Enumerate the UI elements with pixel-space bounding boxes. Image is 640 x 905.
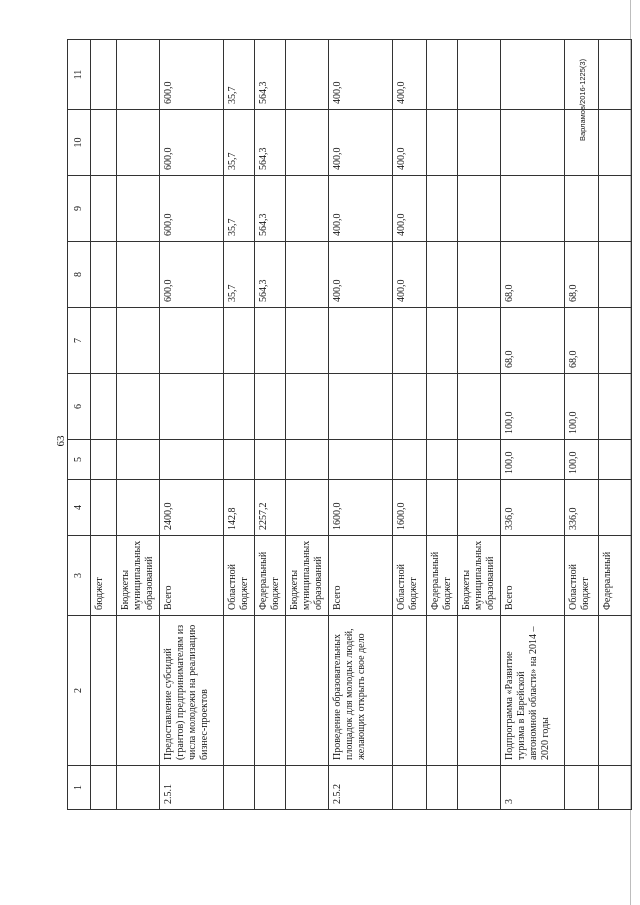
item-number-cell <box>117 766 160 810</box>
amount-cell: 68,0 <box>501 242 565 308</box>
table-row <box>117 40 160 810</box>
item-number-cell <box>427 766 458 810</box>
column-number-cell: 10 <box>68 110 91 176</box>
table-row <box>393 40 427 810</box>
amount-cell <box>255 440 286 480</box>
column-number-row <box>68 40 91 810</box>
amount-cell: 35,7 <box>224 40 255 110</box>
amount-cell: 564,3 <box>255 242 286 308</box>
column-number-cell: 4 <box>68 480 91 536</box>
item-number-cell <box>565 766 599 810</box>
table-row <box>599 40 632 810</box>
column-number-cell: 2 <box>68 616 91 766</box>
amount-cell: 68,0 <box>501 308 565 374</box>
amount-cell: 142,8 <box>224 480 255 536</box>
amount-cell <box>427 176 458 242</box>
amount-cell: 400,0 <box>329 40 393 110</box>
item-title-cell <box>458 616 501 766</box>
table-row <box>160 40 224 810</box>
amount-cell: 600,0 <box>160 40 224 110</box>
amount-cell: 600,0 <box>160 110 224 176</box>
amount-cell: 35,7 <box>224 176 255 242</box>
amount-cell <box>91 374 117 440</box>
funding-source-cell: Федеральный бюджет <box>255 536 286 616</box>
amount-cell <box>160 374 224 440</box>
item-number-cell: 2.5.1 <box>160 766 224 810</box>
amount-cell <box>565 40 599 110</box>
amount-cell: 564,3 <box>255 110 286 176</box>
amount-cell <box>458 374 501 440</box>
amount-cell <box>255 374 286 440</box>
item-number-cell <box>286 766 329 810</box>
amount-cell <box>286 480 329 536</box>
funding-source-cell: Всего <box>160 536 224 616</box>
amount-cell <box>501 110 565 176</box>
amount-cell <box>427 440 458 480</box>
amount-cell <box>329 440 393 480</box>
amount-cell <box>224 440 255 480</box>
item-title-cell <box>91 616 117 766</box>
document-code: Варламов/2016-1225(3) <box>578 58 587 141</box>
amount-cell <box>599 40 632 110</box>
amount-cell: 2400,0 <box>160 480 224 536</box>
amount-cell <box>117 480 160 536</box>
amount-cell: 35,7 <box>224 242 255 308</box>
column-number-cell: 1 <box>68 766 91 810</box>
item-title-cell <box>427 616 458 766</box>
amount-cell: 400,0 <box>393 242 427 308</box>
amount-cell: 68,0 <box>565 308 599 374</box>
amount-cell: 400,0 <box>393 40 427 110</box>
amount-cell <box>599 176 632 242</box>
amount-cell <box>599 374 632 440</box>
amount-cell: 600,0 <box>160 176 224 242</box>
item-title-cell: Подпрограмма «Развитие туризма в Еврейской автономной области» на 2014 – 2020 годы <box>501 616 565 766</box>
amount-cell <box>599 440 632 480</box>
table-row <box>329 40 393 810</box>
amount-cell: 564,3 <box>255 176 286 242</box>
funding-source-cell: бюджет <box>91 536 117 616</box>
amount-cell <box>91 308 117 374</box>
item-title-cell: Предоставление субсидий (грантов) предпринимателям из числа молодежи на реализацию бизнес-проектов <box>160 616 224 766</box>
table-row <box>427 40 458 810</box>
amount-cell: 100,0 <box>501 374 565 440</box>
amount-cell: 1600,0 <box>329 480 393 536</box>
funding-source-cell: Бюджеты муниципальных образований <box>117 536 160 616</box>
amount-cell <box>565 110 599 176</box>
amount-cell: 600,0 <box>160 242 224 308</box>
item-number-cell <box>91 766 117 810</box>
amount-cell <box>117 440 160 480</box>
funding-source-cell: Всего <box>501 536 565 616</box>
amount-cell: 400,0 <box>393 176 427 242</box>
column-number-cell: 6 <box>68 374 91 440</box>
amount-cell <box>458 480 501 536</box>
column-number-cell: 3 <box>68 536 91 616</box>
item-number-cell <box>458 766 501 810</box>
amount-cell: 336,0 <box>565 480 599 536</box>
amount-cell: 100,0 <box>565 440 599 480</box>
item-title-cell <box>117 616 160 766</box>
amount-cell <box>117 176 160 242</box>
amount-cell <box>427 110 458 176</box>
amount-cell: 35,7 <box>224 110 255 176</box>
amount-cell <box>427 40 458 110</box>
item-title-cell <box>599 616 632 766</box>
amount-cell <box>91 40 117 110</box>
amount-cell <box>501 176 565 242</box>
amount-cell <box>286 374 329 440</box>
table-body <box>68 40 632 810</box>
amount-cell <box>427 242 458 308</box>
amount-cell <box>91 176 117 242</box>
item-number-cell <box>393 766 427 810</box>
amount-cell <box>160 440 224 480</box>
amount-cell <box>224 374 255 440</box>
item-title-cell <box>565 616 599 766</box>
item-title-cell <box>393 616 427 766</box>
amount-cell <box>501 40 565 110</box>
amount-cell <box>393 374 427 440</box>
amount-cell <box>427 480 458 536</box>
amount-cell <box>427 308 458 374</box>
amount-cell <box>458 40 501 110</box>
amount-cell <box>286 308 329 374</box>
funding-source-cell: Федеральный <box>599 536 632 616</box>
amount-cell <box>599 110 632 176</box>
table-row <box>286 40 329 810</box>
amount-cell <box>599 242 632 308</box>
funding-source-cell: Бюджеты муниципальных образований <box>458 536 501 616</box>
funding-source-cell: Областной бюджет <box>393 536 427 616</box>
amount-cell <box>160 308 224 374</box>
rotated-table-wrapper <box>67 40 613 810</box>
amount-cell: 336,0 <box>501 480 565 536</box>
item-number-cell: 3 <box>501 766 565 810</box>
amount-cell <box>599 308 632 374</box>
amount-cell <box>91 480 117 536</box>
amount-cell <box>286 242 329 308</box>
funding-source-cell: Областной бюджет <box>224 536 255 616</box>
amount-cell <box>286 176 329 242</box>
amount-cell <box>91 110 117 176</box>
amount-cell <box>224 308 255 374</box>
amount-cell: 100,0 <box>565 374 599 440</box>
item-number-cell <box>255 766 286 810</box>
amount-cell <box>117 242 160 308</box>
amount-cell <box>286 440 329 480</box>
page-number: 63 <box>55 435 67 447</box>
amount-cell <box>458 308 501 374</box>
item-title-cell <box>255 616 286 766</box>
amount-cell <box>91 440 117 480</box>
amount-cell: 400,0 <box>329 110 393 176</box>
budget-table <box>67 39 632 810</box>
funding-source-cell: Федеральный бюджет <box>427 536 458 616</box>
amount-cell: 1600,0 <box>393 480 427 536</box>
funding-source-cell: Всего <box>329 536 393 616</box>
amount-cell: 100,0 <box>501 440 565 480</box>
table-row <box>255 40 286 810</box>
amount-cell <box>117 308 160 374</box>
amount-cell <box>565 176 599 242</box>
amount-cell: 400,0 <box>329 242 393 308</box>
amount-cell <box>286 40 329 110</box>
item-number-cell <box>224 766 255 810</box>
amount-cell <box>117 40 160 110</box>
amount-cell <box>393 308 427 374</box>
amount-cell <box>427 374 458 440</box>
amount-cell <box>117 110 160 176</box>
amount-cell <box>458 110 501 176</box>
amount-cell: 400,0 <box>393 110 427 176</box>
amount-cell <box>286 110 329 176</box>
amount-cell <box>255 308 286 374</box>
amount-cell <box>329 374 393 440</box>
column-number-cell: 7 <box>68 308 91 374</box>
table-row <box>458 40 501 810</box>
table-row <box>565 40 599 810</box>
column-number-cell: 11 <box>68 40 91 110</box>
item-title-cell <box>286 616 329 766</box>
amount-cell: 400,0 <box>329 176 393 242</box>
amount-cell <box>329 308 393 374</box>
amount-cell <box>91 242 117 308</box>
amount-cell <box>599 480 632 536</box>
table-row <box>91 40 117 810</box>
amount-cell <box>458 176 501 242</box>
funding-source-cell: Областной бюджет <box>565 536 599 616</box>
item-title-cell: Проведение образовательных площадок для молодых людей, желающих открыть свое дело <box>329 616 393 766</box>
item-title-cell <box>224 616 255 766</box>
column-number-cell: 8 <box>68 242 91 308</box>
table-row <box>501 40 565 810</box>
column-number-cell: 5 <box>68 440 91 480</box>
amount-cell <box>393 440 427 480</box>
item-number-cell: 2.5.2 <box>329 766 393 810</box>
amount-cell: 564,3 <box>255 40 286 110</box>
amount-cell: 2257,2 <box>255 480 286 536</box>
column-number-cell: 9 <box>68 176 91 242</box>
amount-cell <box>458 440 501 480</box>
amount-cell <box>117 374 160 440</box>
table-row <box>224 40 255 810</box>
item-number-cell <box>599 766 632 810</box>
amount-cell: 68,0 <box>565 242 599 308</box>
funding-source-cell: Бюджеты муниципальных образований <box>286 536 329 616</box>
amount-cell <box>458 242 501 308</box>
